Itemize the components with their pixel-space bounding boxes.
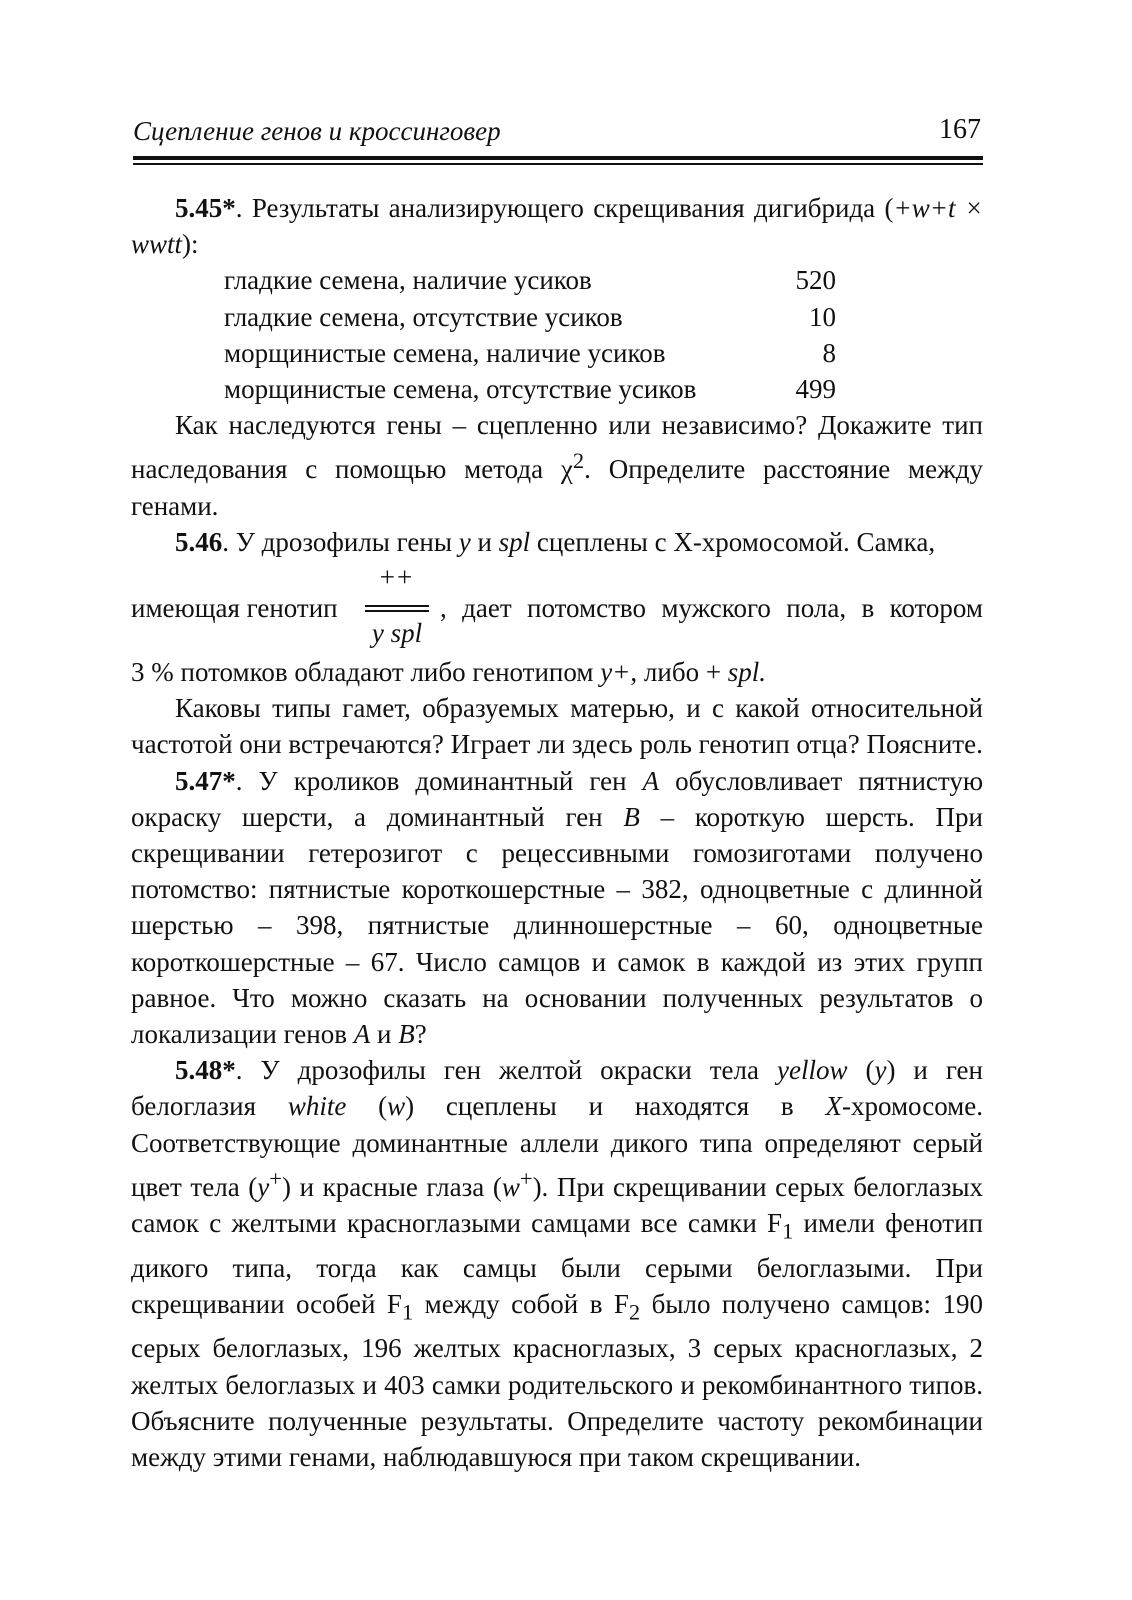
problem-5-45-intro: 5.45*. Результаты анализирующего скрещивания дигибрида (+w+t × wwtt): — [131, 193, 984, 260]
table-row — [224, 299, 836, 335]
fraction-top: ++ — [379, 561, 415, 592]
problem-5-48: 5.48*. У дрозофилы ген желтой окраски тела yellow (y) и ген белоглазия white (w) сцеплены и находятся в X-хромосоме. Соответствующие доминантные аллели дикого типа определяют серый цвет тела (y+) и красные глаза (w+). При скрещивании серых белоглазых самок с желтыми красноглазыми самцами все самки $F_1$ имели фенотип дикого типа, тогда как самцы были серыми белоглазыми. При скрещивании особей $F_1$ между собой в $F_2$ было получено самцов: 190 серых белоглазых, 196 желтых красноглазых, 3 серых красноглазых, 2 желтых белоглазых и 403 самки родительского и рекомбинантного типов. Объясните полученные результаты. Определите частоту рекомбинации между этими генами, наблюдавшуюся при таком скрещивании. — [131, 1055, 984, 1473]
genotype-fraction — [363, 562, 431, 654]
problem-5-47: 5.47*. У кроликов доминантный ген A обусловливает пятнистую окраску шерсти, а доминантный ген B – короткую шерсть. При скрещивании гетерозигот с рецессивными гомозиготами получено потомство: пятнистые короткошерстные – 382, одноцветные с длинной шерстью – 398, пятнистые длинношерстные – 60, одноцветные короткошерстные – 67. Число самцов и самок в каждой из этих групп равное. Что можно сказать на основании полученных результатов о локализации генов A и B? — [131, 765, 983, 1049]
row-value: 520 — [795, 265, 836, 296]
row-label: морщинистые семена, отсутствие усиков — [224, 373, 697, 404]
row-label: гладкие семена, наличие усиков — [224, 265, 592, 296]
genotype-suffix: , дает потомство мужского пола, в котором — [440, 592, 983, 623]
problem-number: 5.45* — [175, 193, 236, 223]
genotype-line — [131, 562, 983, 654]
problem-5-45-question: Как наследуются гены – сцепленно или независимо? Докажите тип наследования с помощью метода $\chi^2$. Определите расстояние между генами. — [131, 410, 983, 521]
problem-number: 5.47* — [175, 765, 236, 796]
problem-number: 5.46 — [175, 526, 223, 557]
page-number: 167 — [939, 114, 981, 145]
offspring-table — [224, 262, 836, 407]
problem-number: 5.48* — [175, 1055, 236, 1086]
row-label: морщинистые семена, наличие усиков — [224, 337, 666, 368]
problem-5-46-question: Каковы типы гамет, образуемых матерью, и с какой относительной частотой они встречаются? Играет ли здесь роль генотип отца? Поясните. — [131, 693, 983, 760]
row-label: гладкие семена, отсутствие усиков — [224, 301, 623, 332]
row-value: 10 — [809, 301, 836, 332]
header-rule-thick — [133, 156, 983, 160]
fraction-bar — [365, 605, 429, 607]
chapter-title: Сцепление генов и кроссинговер — [133, 116, 501, 146]
genotype-prefix: имеющая генотип — [131, 592, 338, 623]
problem-5-46-offspring: 3 % потомков обладают либо генотипом y+, либо + spl. — [131, 656, 767, 687]
fraction-bar — [365, 610, 429, 612]
fraction-bottom: y spl — [371, 617, 423, 648]
table-row — [224, 371, 836, 407]
row-value: 499 — [795, 373, 836, 404]
table-row — [224, 262, 836, 298]
header-rule-thin — [133, 163, 983, 165]
problem-5-46-intro: 5.46. У дрозофилы гены y и spl сцеплены с Х-хромосомой. Самка, — [175, 526, 936, 557]
cross-formula: +w+t × wwtt — [131, 193, 984, 260]
page-body — [131, 190, 983, 1475]
running-header — [133, 112, 981, 156]
table-row — [224, 335, 836, 371]
row-value: 8 — [822, 337, 836, 368]
